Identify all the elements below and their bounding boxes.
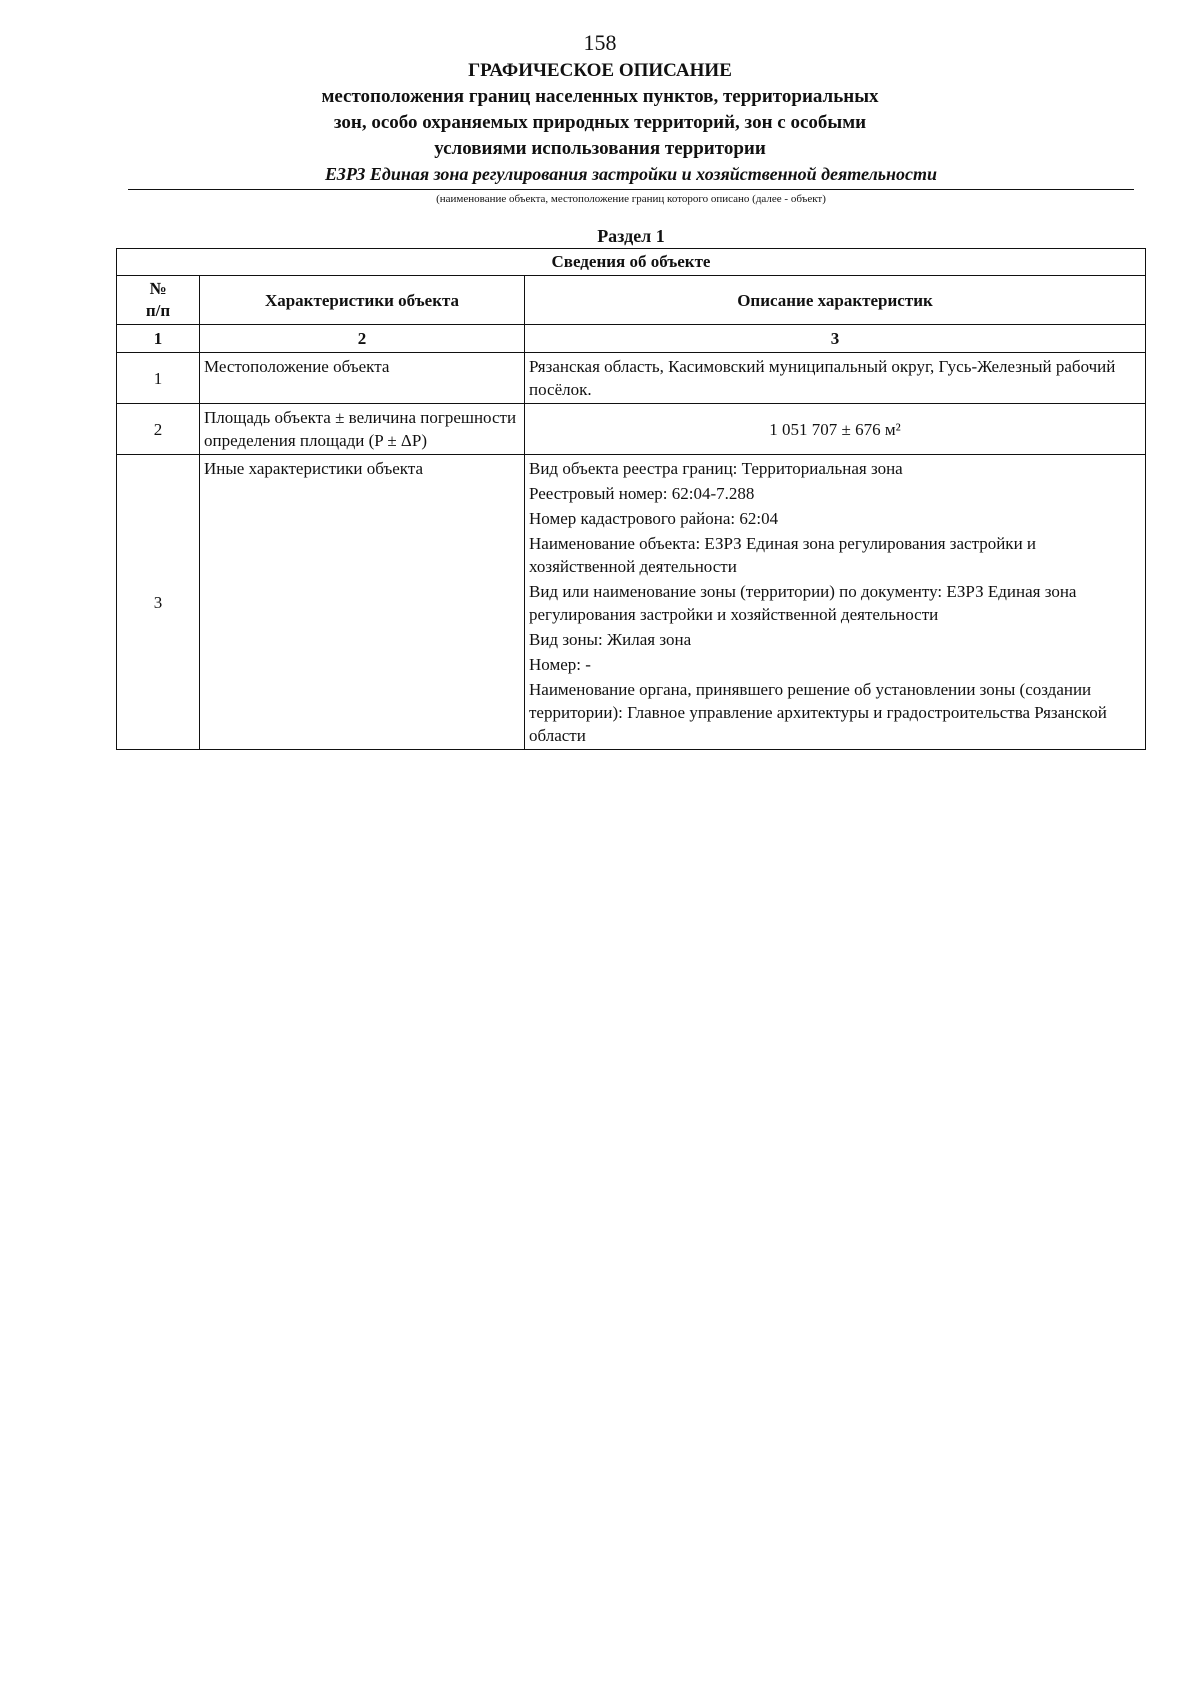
object-name-underline [128,189,1134,190]
row-description [525,455,1146,750]
table-row [117,455,1146,750]
row-description [525,404,1146,455]
description-item: Номер кадастрового района: 62:04 [529,509,779,528]
object-name-note: (наименование объекта, местоположение границ которого описано (далее - объект) [436,193,826,205]
table-caption: Сведения об объекте [117,249,1146,276]
title-block [0,58,1200,162]
header-description: Описание характеристик [525,276,1146,325]
header-number-label: № п/п [145,279,171,320]
object-name: ЕЗРЗ Единая зона регулирования застройки и хозяйственной деятельности [324,164,938,184]
description-item: Вид зоны: Жилая зона [529,630,692,649]
table-row [117,353,1146,404]
description-item: Реестровый номер: 62:04-7.288 [529,484,755,503]
column-number: 1 [117,325,200,353]
column-number: 3 [525,325,1146,353]
description-item: Вид объекта реестра границ: Территориальная зона [529,459,903,478]
row-characteristic: Иные характеристики объекта [200,455,525,750]
row-number: 1 [117,353,200,404]
title-line-2: зон, особо охраняемых природных территорий, зон с особыми [333,112,867,133]
row-characteristic: Местоположение объекта [200,353,525,404]
description-item: Наименование органа, принявшего решение об установлении зоны (создании территории): Главное управление архитектуры и градостроительства Рязанской области [529,680,1107,745]
section-title: Раздел 1 [597,226,665,246]
table-row [117,404,1146,455]
row-number: 3 [117,455,200,750]
description-item: Рязанская область, Касимовский муниципальный округ, Гусь-Железный рабочий посёлок. [529,357,1116,399]
document-title: ГРАФИЧЕСКОЕ ОПИСАНИЕ [468,60,732,81]
page-number: 158 [583,30,617,55]
column-number: 2 [200,325,525,353]
description-item: 1 051 707 ± 676 м² [769,419,901,439]
column-number-row [117,325,1146,353]
description-item: Вид или наименование зоны (территории) по документу: ЕЗРЗ Единая зона регулирования застройки и хозяйственной деятельности [529,582,1077,624]
header-number [117,276,200,325]
header-characteristic: Характеристики объекта [200,276,525,325]
description-item: Номер: - [529,655,591,674]
row-characteristic: Площадь объекта ± величина погрешности определения площади (P ± ΔP) [200,404,525,455]
description-item: Наименование объекта: ЕЗРЗ Единая зона регулирования застройки и хозяйственной деятельности [529,534,1037,576]
table-caption-row [117,249,1146,276]
row-number: 2 [117,404,200,455]
table-header-row [117,276,1146,325]
row-description [525,353,1146,404]
title-line-1: местоположения границ населенных пунктов, территориальных [321,86,879,107]
object-info-table [116,248,1146,750]
title-line-3: условиями использования территории [434,138,766,159]
